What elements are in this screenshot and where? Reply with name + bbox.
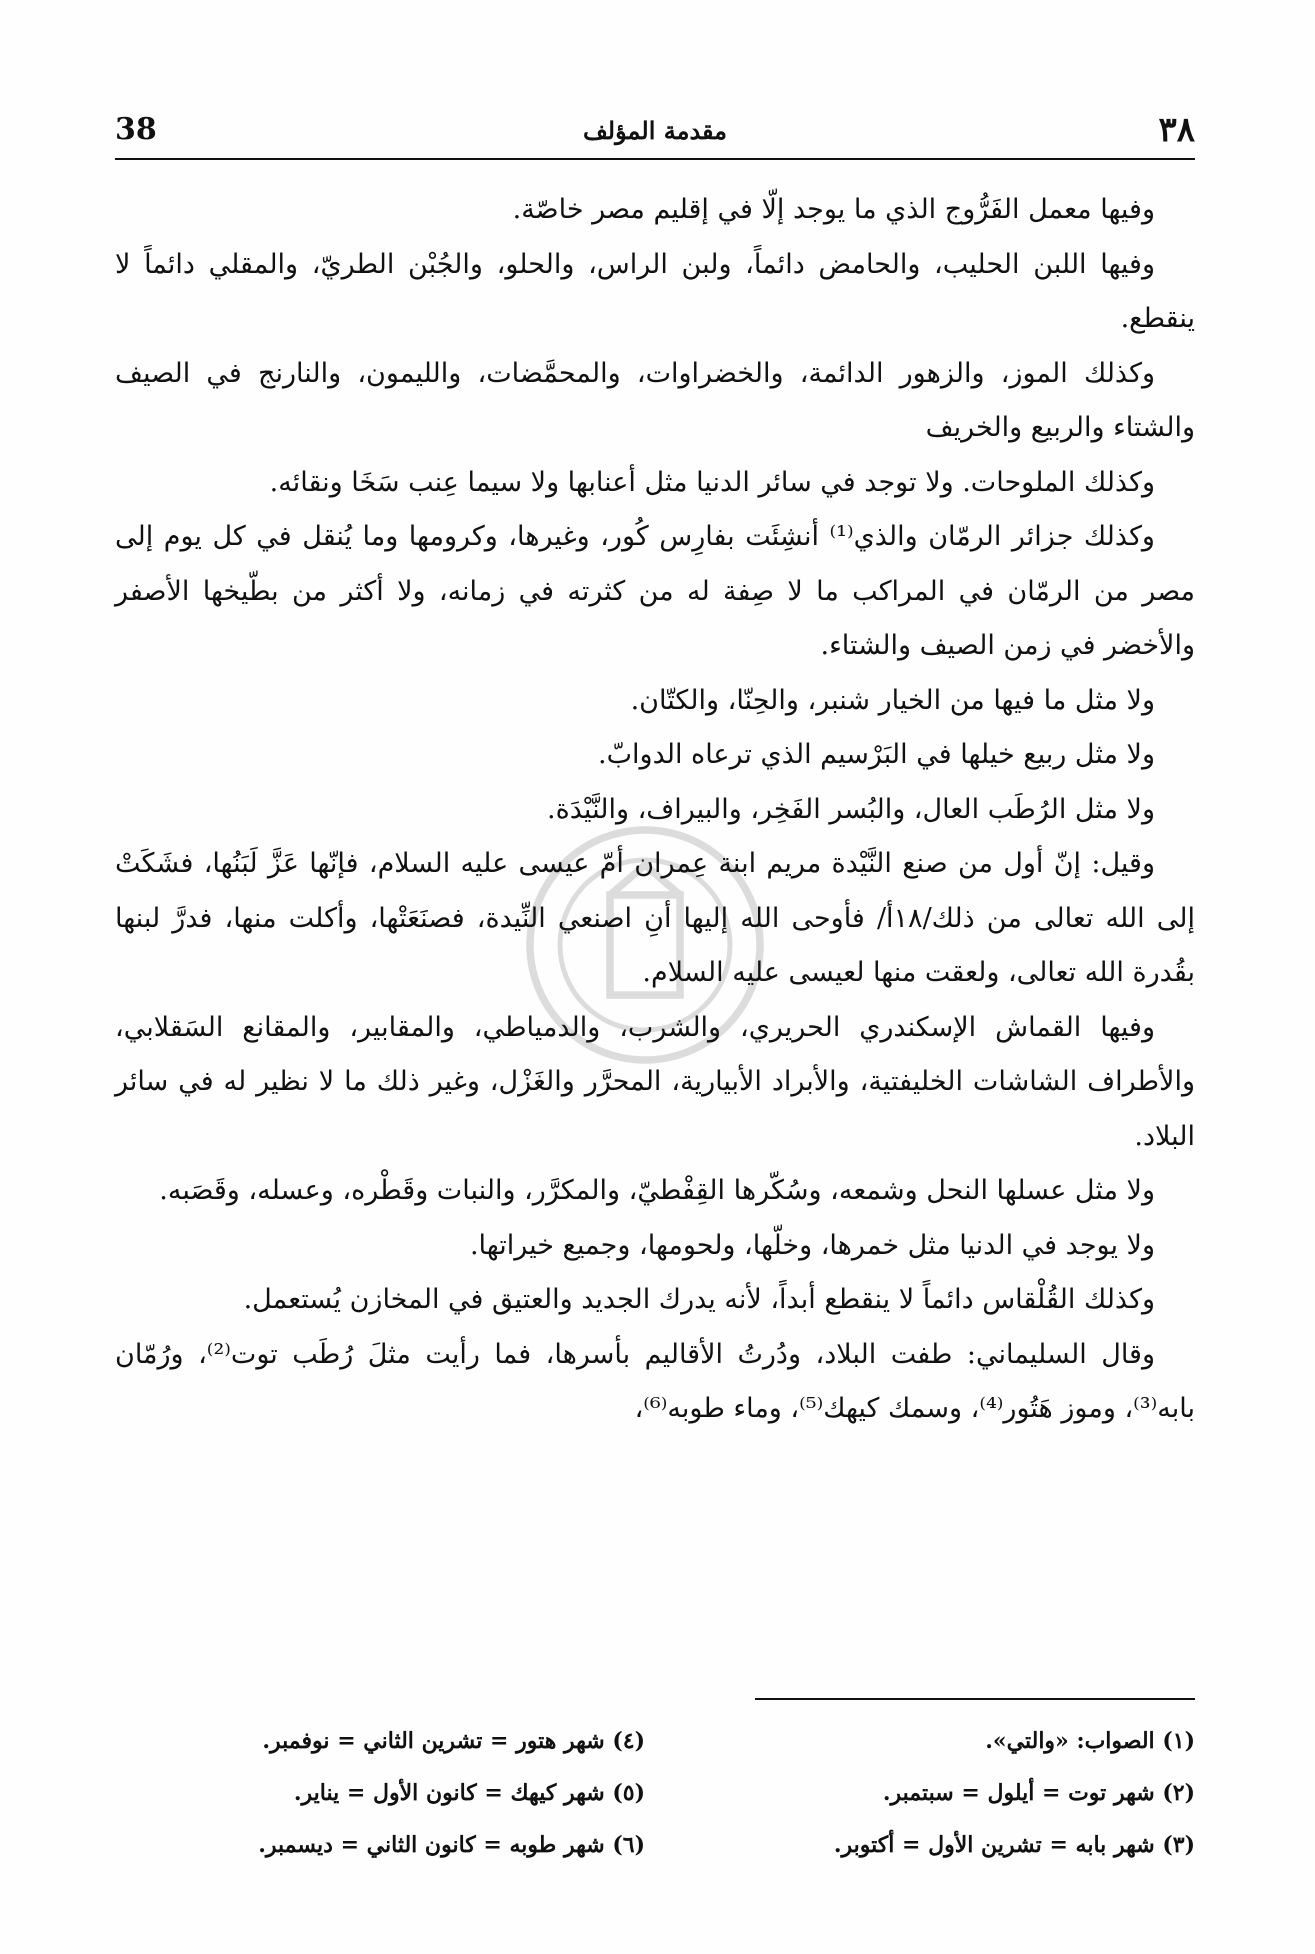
footnote: (١) الصواب: «والتي».: [985, 1728, 1195, 1754]
footnote: (٥) شهر كيهك = كانون الأول = يناير.: [293, 1780, 645, 1806]
footnote: (٤) شهر هتور = تشرين الثاني = نوفمبر.: [262, 1728, 645, 1754]
paragraph: وكذلك الموز، والزهور الدائمة، والخضراوات، والمحمَّضات، والليمون، والنارنج في الصيف والشتاء والربيع والخريف: [115, 357, 1195, 443]
paragraph: ولا مثل ربيع خيلها في البَرْسيم الذي ترعاه الدوابّ.: [598, 739, 1155, 770]
paragraph: وكذلك الملوحات. ولا توجد في سائر الدنيا مثل أعنابها ولا سيما عِنب سَخَا ونقائه.: [269, 466, 1155, 498]
paragraph: ولا مثل عسلها النحل وشمعه، وسُكّرها القِفْطيّ، والمكرَّر، والنبات وقَطْره، وعسله، وقَصَبه.: [159, 1175, 1155, 1206]
paragraph: وقال السليماني: طفت البلاد، ودُرتُ الأقاليم بأسرها، فما رأيت مثلَ رُطَب توت⁽²⁾، ورُمّان بابه⁽³⁾، وموز هَتُور⁽⁴⁾، وسمك كيهك⁽⁵⁾، وماء طوبه⁽⁶⁾،: [115, 1338, 1195, 1424]
main-text: [115, 183, 1195, 1437]
paragraph: وفيها معمل الفَرُّوج الذي ما يوجد إلّا في إقليم مصر خاصّة.: [512, 194, 1155, 225]
page-number-arabic: ٣٨: [1158, 110, 1195, 150]
paragraph: وفيها القماش الإسكندري الحريري، والشرب، والدمياطي، والمقابير، والمقانع السَقلابي، والأطراف الشاشات الخليفتية، والأبراد الأبيارية، المحرَّر والغَزْل، وغير ذلك ما لا نظير له في سائر البلاد.: [115, 1011, 1195, 1152]
footnote-separator: [755, 1698, 1195, 1700]
paragraph: ولا يوجد في الدنيا مثل خمرها، وخلّها، ولحومها، وجميع خيراتها.: [469, 1229, 1155, 1261]
footnote: (٦) شهر طوبه = كانون الثاني = ديسمبر.: [258, 1832, 645, 1858]
paragraph: وكذلك جزائر الرمّان والذي⁽¹⁾ أنشِئَت بفارِس كُور، وغيرها، وكرومها وما يُنقل في كل يوم إلى مصر من الرمّان في المراكب ما لا صِفة له من كثرته في زمانه، ولا أكثر من بطّيخها الأصفر والأخضر في زمن الصيف والشتاء.: [115, 521, 1195, 661]
paragraph: وفيها اللبن الحليب، والحامض دائماً، ولبن الراس، والحلو، والجُبْن الطريّ، والمقلي دائماً لا ينقطع.: [115, 248, 1195, 334]
running-title: مقدمة المؤلف: [582, 116, 728, 145]
paragraph: ولا مثل الرُطَب العال، والبُسر الفَخِر، والبيراف، والنَّيْدَة.: [547, 793, 1155, 825]
footnote: (٢) شهر توت = أيلول = سبتمبر.: [882, 1780, 1195, 1806]
page-number-latin: 38: [115, 112, 157, 147]
footnotes: [115, 1715, 1195, 1871]
paragraph: وقيل: إنّ أول من صنع النَّيْدة مريم ابنة عِمران أمّ عيسى عليه السلام، فإنّها عَزَّ لَبَنُها، فشَكَتْ إلى الله تعالى من ذلك/١٨أ/ فأوحى الله إليها أنِ اصنعي النِّيدة، فصنَعَتْها، وأكلت منها، فدرَّ لبنها بقُدرة الله تعالى، ولعقت منها لعيسى عليه السلام.: [115, 848, 1195, 988]
footnote: (٣) شهر بابه = تشرين الأول = أكتوبر.: [833, 1832, 1195, 1858]
paragraph: وكذلك القُلْقاس دائماً لا ينقطع أبداً، لأنه يدرك الجديد والعتيق في المخازن يُستعمل.: [243, 1284, 1155, 1315]
page-header: [115, 108, 1195, 160]
paragraph: ولا مثل ما فيها من الخيار شنبر، والحِنّا، والكتّان.: [630, 684, 1155, 716]
